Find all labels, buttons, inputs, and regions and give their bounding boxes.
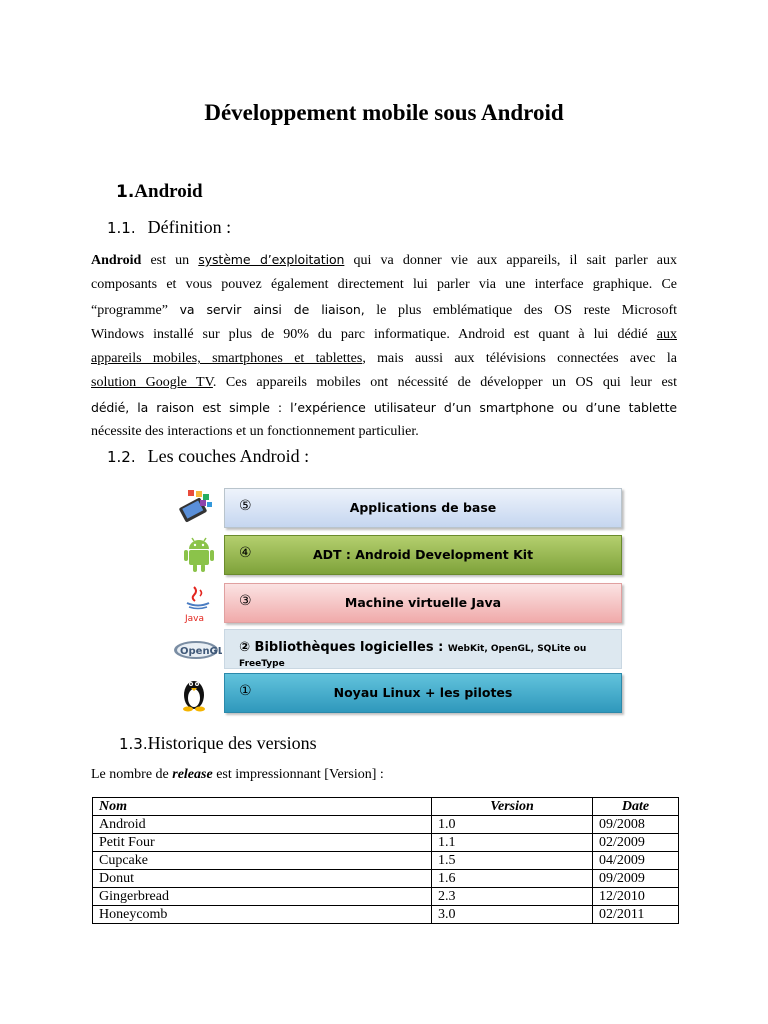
cell-version: 1.6 xyxy=(432,870,593,888)
layer-row-5 xyxy=(172,488,624,528)
layer-label: Noyau Linux + les pilotes xyxy=(333,685,513,700)
paragraph-line: composants et vous pouvez également directement lui parler via une interface graphique. Ce xyxy=(91,277,677,293)
text: , mais aussi aux télévisions connectées avec la xyxy=(362,351,677,367)
text: le plus emblématique des OS reste Microsoft xyxy=(364,302,677,318)
layer-number: ① xyxy=(239,683,252,699)
paragraph-line xyxy=(91,248,677,273)
layer-box-applications xyxy=(224,488,622,528)
bold-term: Android xyxy=(91,253,142,268)
column-header-date: Date xyxy=(593,798,679,816)
layer-label: ADT : Android Development Kit xyxy=(312,547,534,562)
table-header-row xyxy=(93,798,679,816)
section-number: 1. xyxy=(116,182,135,202)
cell-date: 04/2009 xyxy=(593,852,679,870)
layer-number: ⑤ xyxy=(239,498,252,514)
document-title: Développement mobile sous Android xyxy=(204,100,564,125)
table-row xyxy=(93,834,679,852)
emphasis: release xyxy=(172,767,213,782)
layer-sublabel: WebKit, OpenGL, SQLite ou FreeType xyxy=(239,644,587,669)
cell-nom: Android xyxy=(93,816,432,834)
subsection-number: 1.1. xyxy=(107,219,136,237)
cell-date: 02/2011 xyxy=(593,906,679,924)
text: Windows installé sur plus de 90% du parc informatique. Android est quant à lui dédié xyxy=(91,326,657,342)
java-icon xyxy=(172,583,222,623)
opengl-icon-text: OpenGL xyxy=(180,646,222,657)
layer-box-adt xyxy=(224,535,622,575)
layer-label-group xyxy=(239,640,635,670)
table-row xyxy=(93,852,679,870)
cell-nom: Honeycomb xyxy=(93,906,432,924)
cell-date: 12/2010 xyxy=(593,888,679,906)
cell-nom: Petit Four xyxy=(93,834,432,852)
layer-row-2 xyxy=(172,629,624,669)
java-icon-text: Java xyxy=(185,614,205,623)
table-row xyxy=(93,906,679,924)
smartphone-apps-icon xyxy=(172,488,222,528)
layer-number: ④ xyxy=(239,545,252,561)
cell-version: 3.0 xyxy=(432,906,593,924)
subsection-number: 1.3. xyxy=(119,735,148,753)
intro-sentence xyxy=(91,767,384,783)
paragraph-line xyxy=(91,298,677,323)
paragraph-line: dédié, la raison est simple : l’expérience utilisateur d’un smartphone ou d’une tablette xyxy=(91,399,677,415)
text: est un xyxy=(141,253,199,268)
android-robot-icon xyxy=(172,535,222,575)
paragraph-line xyxy=(91,347,677,371)
subsection-title: Historique des versions xyxy=(147,733,317,753)
layer-row-4 xyxy=(172,535,624,575)
layer-label: Machine virtuelle Java xyxy=(344,595,502,610)
layer-number: ③ xyxy=(239,593,252,609)
table-row xyxy=(93,870,679,888)
column-header-version: Version xyxy=(432,798,593,816)
text: est impressionnant [Version] : xyxy=(212,767,384,782)
text: qui va donner vie aux appareils, il sait parler aux xyxy=(344,253,678,268)
cell-version: 2.3 xyxy=(432,888,593,906)
text: Le nombre de xyxy=(91,767,173,782)
cell-version: 1.0 xyxy=(432,816,593,834)
layer-label: Applications de base xyxy=(349,500,497,515)
section-heading-android xyxy=(116,181,203,203)
layer-box-bibliotheques xyxy=(224,629,622,669)
table-row xyxy=(93,888,679,906)
paragraph-line: nécessite des interactions et un fonctionnement particulier. xyxy=(91,424,419,440)
subsection-title: Définition : xyxy=(147,217,232,237)
link-appareils-mobiles[interactable]: aux xyxy=(656,326,677,342)
subsection-number: 1.2. xyxy=(107,448,136,466)
cell-date: 09/2009 xyxy=(593,870,679,888)
link-systeme-exploitation[interactable]: système d’exploitation xyxy=(198,252,345,267)
layer-number: ② xyxy=(239,640,251,655)
layer-row-1 xyxy=(172,673,624,713)
layer-label: Bibliothèques logicielles : xyxy=(254,640,448,655)
link-appareils-mobiles-cont[interactable]: appareils mobiles, smartphones et tablettes xyxy=(91,351,363,367)
text: va servir ainsi de liaison, xyxy=(179,301,365,317)
column-header-nom: Nom xyxy=(93,798,432,816)
cell-date: 02/2009 xyxy=(593,834,679,852)
link-google-tv[interactable]: solution Google TV xyxy=(91,375,213,391)
cell-nom: Donut xyxy=(93,870,432,888)
subsection-heading-definition xyxy=(107,217,231,238)
cell-version: 1.5 xyxy=(432,852,593,870)
definition-paragraph xyxy=(91,248,677,444)
cell-nom: Gingerbread xyxy=(93,888,432,906)
table-row xyxy=(93,816,679,834)
opengl-icon xyxy=(172,629,222,669)
versions-table xyxy=(92,797,679,924)
layer-box-noyau xyxy=(224,673,622,713)
text: . Ces appareils mobiles ont nécessité de développer un OS qui leur est xyxy=(212,375,677,391)
layer-row-3 xyxy=(172,583,624,623)
cell-nom: Cupcake xyxy=(93,852,432,870)
section-title: Android xyxy=(134,181,203,202)
layer-box-jvm xyxy=(224,583,622,623)
text: “programme” xyxy=(91,302,180,318)
paragraph-line xyxy=(91,323,677,347)
paragraph-line xyxy=(91,371,677,395)
subsection-heading-couches xyxy=(107,446,309,467)
subsection-title: Les couches Android : xyxy=(147,446,310,466)
subsection-heading-historique xyxy=(119,733,317,754)
cell-version: 1.1 xyxy=(432,834,593,852)
linux-penguin-icon xyxy=(172,673,222,713)
cell-date: 09/2008 xyxy=(593,816,679,834)
